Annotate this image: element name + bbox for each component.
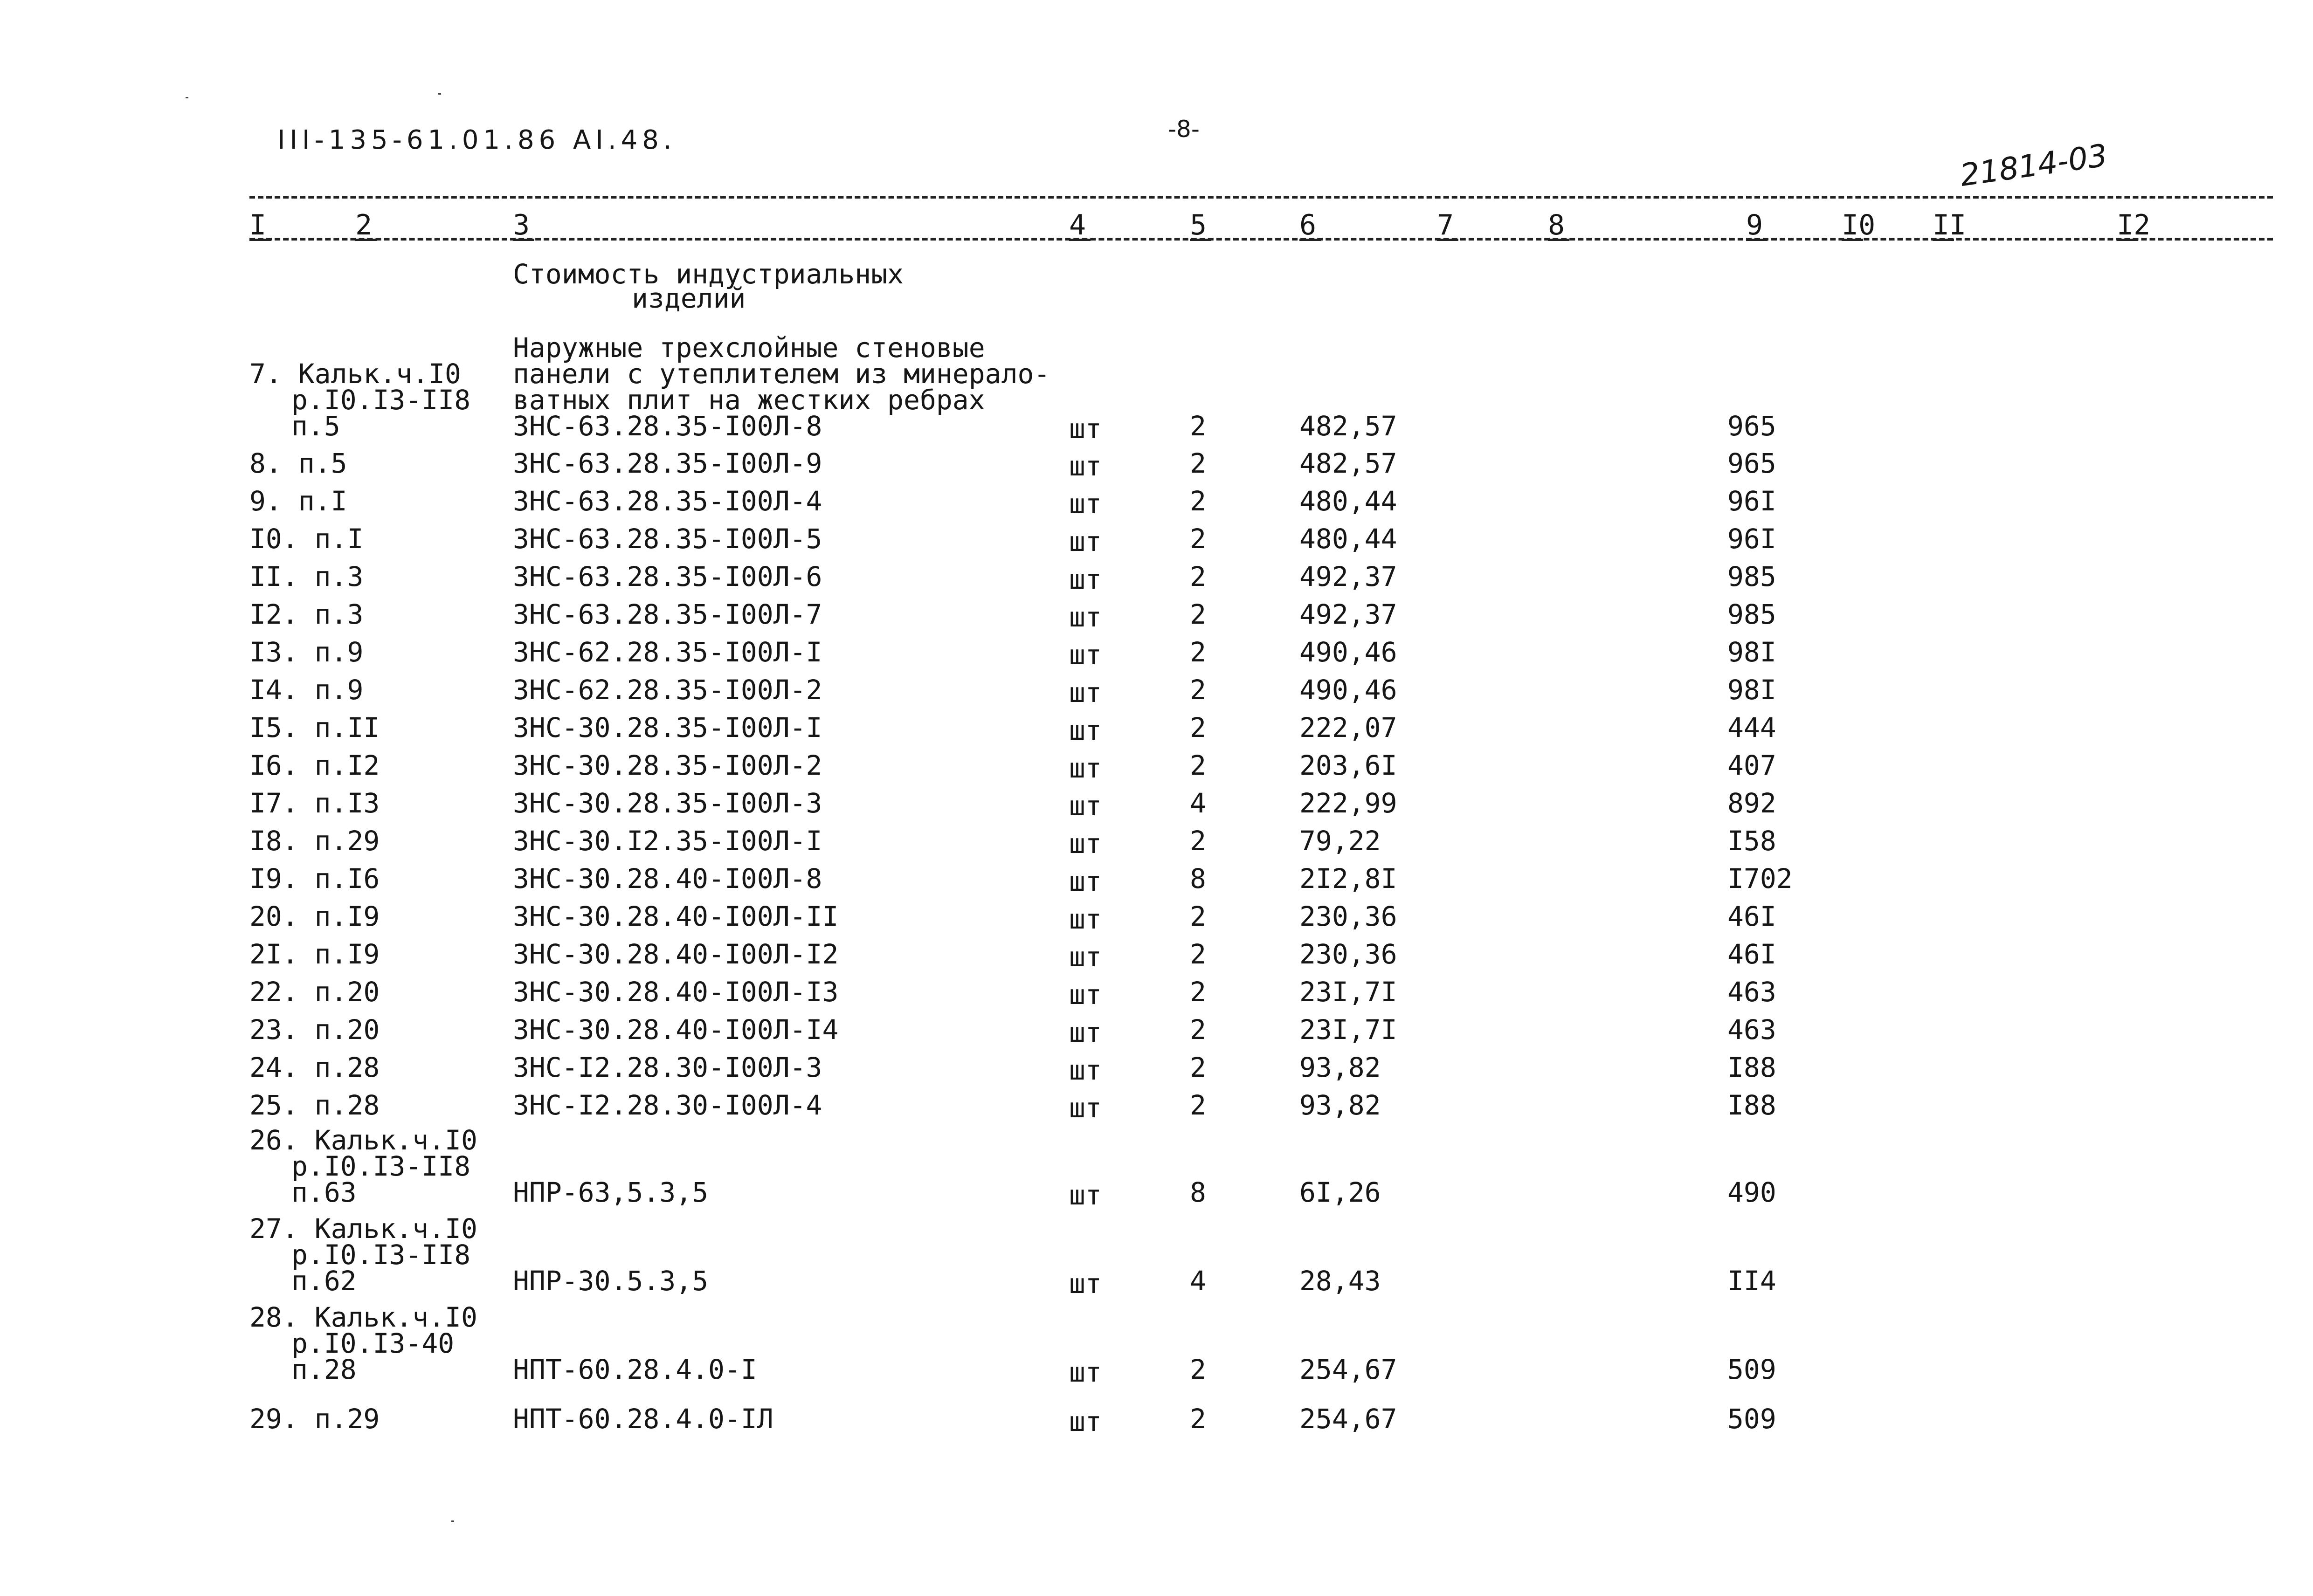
row-quantity: 4	[1190, 787, 1206, 819]
row-unit: шт	[1069, 564, 1102, 595]
row-unit-price: 490,46	[1299, 636, 1397, 668]
row-unit-price: 480,44	[1299, 485, 1397, 517]
row-quantity: 2	[1190, 523, 1206, 555]
column-number: 4	[1069, 209, 1086, 241]
row-item-name: Наружные трехслойные стеновые	[513, 332, 985, 364]
column-number-underline	[2117, 239, 2138, 241]
row-unit-price: 93,82	[1299, 1089, 1381, 1121]
row-total: 490	[1727, 1176, 1776, 1208]
row-quantity: 2	[1190, 485, 1206, 517]
row-position: п.5	[291, 410, 340, 442]
row-position: I4. п.9	[249, 674, 364, 706]
row-total: II4	[1727, 1265, 1776, 1297]
row-unit-price: 2I2,8I	[1299, 863, 1397, 894]
row-unit-price: 482,57	[1299, 447, 1397, 479]
row-position: I8. п.29	[249, 825, 380, 857]
row-quantity: 2	[1190, 561, 1206, 592]
column-number-underline	[1437, 239, 1458, 241]
row-position: 25. п.28	[249, 1089, 380, 1121]
row-position: I7. п.I3	[249, 787, 380, 819]
row-position: п.62	[291, 1265, 357, 1297]
column-number-underline	[1299, 239, 1321, 241]
row-total: 509	[1727, 1403, 1776, 1435]
row-position: р.I0.I3-II8	[291, 1150, 471, 1182]
row-unit: шт	[1069, 1356, 1102, 1388]
row-item-name: ЗНС-30.I2.35-I00Л-I	[513, 825, 822, 857]
row-total: 985	[1727, 561, 1776, 592]
row-unit-price: 230,36	[1299, 938, 1397, 970]
row-total: 965	[1727, 447, 1776, 479]
column-number: 6	[1299, 209, 1317, 241]
column-number: 8	[1548, 209, 1565, 241]
row-unit: шт	[1069, 828, 1102, 860]
column-number-underline	[1933, 239, 1954, 241]
document-code: III-135-61.01.86 AI.48.	[277, 125, 677, 155]
row-item-name: ЗНС-30.28.40-I00Л-II	[513, 901, 839, 932]
row-unit-price: 93,82	[1299, 1052, 1381, 1083]
row-quantity: 2	[1190, 825, 1206, 857]
column-number-underline	[249, 239, 271, 241]
row-position: I3. п.9	[249, 636, 364, 668]
row-position: I5. п.II	[249, 712, 380, 743]
row-unit-price: 79,22	[1299, 825, 1381, 857]
row-position: р.I0.I3-40	[291, 1328, 455, 1359]
column-number: I	[249, 209, 267, 241]
row-item-name: НПТ-60.28.4.0-I	[513, 1354, 757, 1385]
row-total: I88	[1727, 1052, 1776, 1083]
row-unit: шт	[1069, 941, 1102, 973]
row-unit-price: 23I,7I	[1299, 976, 1397, 1008]
row-quantity: 2	[1190, 410, 1206, 442]
scan-speck	[451, 1520, 454, 1522]
row-item-name: панели с утеплителем из минерало-	[513, 358, 1050, 390]
row-total: 46I	[1727, 901, 1776, 932]
row-unit: шт	[1069, 1268, 1102, 1300]
row-item-name: ЗНС-30.28.35-I00Л-3	[513, 787, 822, 819]
row-item-name: ЗНС-62.28.35-I00Л-I	[513, 636, 822, 668]
row-quantity: 2	[1190, 1014, 1206, 1046]
row-unit: шт	[1069, 526, 1102, 557]
row-unit: шт	[1069, 450, 1102, 482]
row-total: 98I	[1727, 674, 1776, 706]
row-unit-price: 230,36	[1299, 901, 1397, 932]
row-item-name: ЗНС-30.28.40-I00Л-8	[513, 863, 822, 894]
row-quantity: 2	[1190, 901, 1206, 932]
row-item-name: ЗНС-30.28.40-I00Л-I2	[513, 938, 839, 970]
row-quantity: 2	[1190, 712, 1206, 743]
row-total: 46I	[1727, 938, 1776, 970]
row-position: 9. п.I	[249, 485, 347, 517]
row-unit: шт	[1069, 1092, 1102, 1124]
row-total: I58	[1727, 825, 1776, 857]
row-position: р.I0.I3-II8	[291, 384, 471, 416]
row-item-name: ЗНС-I2.28.30-I00Л-3	[513, 1052, 822, 1083]
row-item-name: НПР-63,5.3,5	[513, 1176, 709, 1208]
row-unit: шт	[1069, 903, 1102, 935]
row-position: 26. Кальк.ч.I0	[249, 1124, 477, 1156]
row-item-name: НПР-30.5.3,5	[513, 1265, 709, 1297]
row-item-name: ЗНС-30.28.40-I00Л-I4	[513, 1014, 839, 1046]
column-number-underline	[513, 239, 534, 241]
row-total: I88	[1727, 1089, 1776, 1121]
row-unit-price: 492,37	[1299, 561, 1397, 592]
row-item-name: ЗНС-30.28.35-I00Л-I	[513, 712, 822, 743]
row-unit: шт	[1069, 1017, 1102, 1048]
row-position: п.28	[291, 1354, 357, 1385]
row-position: I0. п.I	[249, 523, 364, 555]
row-position: 27. Кальк.ч.I0	[249, 1213, 477, 1245]
column-number: 5	[1190, 209, 1207, 241]
row-position: 20. п.I9	[249, 901, 380, 932]
row-total: 965	[1727, 410, 1776, 442]
row-unit: шт	[1069, 488, 1102, 520]
row-unit-price: 28,43	[1299, 1265, 1381, 1297]
row-unit: шт	[1069, 979, 1102, 1011]
row-item-name: ватных плит на жестких ребрах	[513, 384, 985, 416]
inventory-stamp: 21814-03	[1958, 137, 2110, 193]
row-unit-price: 6I,26	[1299, 1176, 1381, 1208]
row-position: II. п.3	[249, 561, 364, 592]
row-position: I6. п.I2	[249, 750, 380, 781]
row-unit: шт	[1069, 601, 1102, 633]
row-quantity: 2	[1190, 938, 1206, 970]
row-unit: шт	[1069, 790, 1102, 822]
row-item-name: ЗНС-30.28.35-I00Л-2	[513, 750, 822, 781]
row-unit-price: 23I,7I	[1299, 1014, 1397, 1046]
row-item-name: НПТ-60.28.4.0-IЛ	[513, 1403, 773, 1435]
row-position: 8. п.5	[249, 447, 347, 479]
column-number-underline	[1069, 239, 1091, 241]
row-unit: шт	[1069, 715, 1102, 746]
scan-speck	[186, 97, 188, 98]
row-total: 98I	[1727, 636, 1776, 668]
row-item-name: ЗНС-62.28.35-I00Л-2	[513, 674, 822, 706]
row-position: 2I. п.I9	[249, 938, 380, 970]
row-position: 22. п.20	[249, 976, 380, 1008]
row-quantity: 4	[1190, 1265, 1206, 1297]
row-item-name: ЗНС-I2.28.30-I00Л-4	[513, 1089, 822, 1121]
row-unit: шт	[1069, 639, 1102, 671]
row-unit-price: 222,07	[1299, 712, 1397, 743]
row-unit: шт	[1069, 413, 1102, 445]
row-total: 96I	[1727, 485, 1776, 517]
row-quantity: 2	[1190, 1052, 1206, 1083]
page-number: -8-	[1168, 116, 1200, 143]
row-total: 892	[1727, 787, 1776, 819]
row-unit-price: 490,46	[1299, 674, 1397, 706]
row-unit-price: 482,57	[1299, 410, 1397, 442]
row-quantity: 2	[1190, 598, 1206, 630]
row-total: 407	[1727, 750, 1776, 781]
row-quantity: 2	[1190, 976, 1206, 1008]
row-unit-price: 254,67	[1299, 1403, 1397, 1435]
row-total: 463	[1727, 1014, 1776, 1046]
row-quantity: 2	[1190, 636, 1206, 668]
column-number-underline	[1842, 239, 1863, 241]
column-number-underline	[1548, 239, 1569, 241]
column-number: 9	[1746, 209, 1763, 241]
row-position: 23. п.20	[249, 1014, 380, 1046]
row-unit: шт	[1069, 677, 1102, 709]
row-unit: шт	[1069, 752, 1102, 784]
header-rule-top	[249, 196, 2273, 199]
row-quantity: 8	[1190, 1176, 1206, 1208]
row-quantity: 2	[1190, 674, 1206, 706]
column-number-underline	[1746, 239, 1768, 241]
row-quantity: 2	[1190, 1089, 1206, 1121]
row-unit: шт	[1069, 1054, 1102, 1086]
row-unit: шт	[1069, 866, 1102, 897]
row-unit-price: 254,67	[1299, 1354, 1397, 1385]
row-total: 96I	[1727, 523, 1776, 555]
row-quantity: 2	[1190, 1403, 1206, 1435]
row-quantity: 2	[1190, 750, 1206, 781]
row-total: 463	[1727, 976, 1776, 1008]
row-unit: шт	[1069, 1406, 1102, 1438]
row-total: I702	[1727, 863, 1793, 894]
column-number-underline	[355, 239, 377, 241]
row-position: I2. п.3	[249, 598, 364, 630]
column-number: 3	[513, 209, 530, 241]
row-item-name: ЗНС-63.28.35-I00Л-4	[513, 485, 822, 517]
row-unit-price: 203,6I	[1299, 750, 1397, 781]
row-item-name: ЗНС-63.28.35-I00Л-9	[513, 447, 822, 479]
row-position: 28. Кальк.ч.I0	[249, 1301, 477, 1333]
column-number-underline	[1190, 239, 1211, 241]
row-total: 444	[1727, 712, 1776, 743]
row-quantity: 2	[1190, 1354, 1206, 1385]
row-position: п.63	[291, 1176, 357, 1208]
row-position: 24. п.28	[249, 1052, 380, 1083]
row-item-name: ЗНС-63.28.35-I00Л-6	[513, 561, 822, 592]
header-rule-bottom	[249, 238, 2273, 241]
scan-speck	[438, 93, 441, 95]
row-position: р.I0.I3-II8	[291, 1239, 471, 1271]
section-title-line: Стоимость индустриальных	[513, 258, 904, 290]
row-unit: шт	[1069, 1179, 1102, 1211]
column-number: 7	[1437, 209, 1454, 241]
section-title-line: изделий	[632, 282, 746, 314]
row-item-name: ЗНС-63.28.35-I00Л-5	[513, 523, 822, 555]
row-position: I9. п.I6	[249, 863, 380, 894]
row-unit-price: 222,99	[1299, 787, 1397, 819]
row-quantity: 8	[1190, 863, 1206, 894]
row-total: 985	[1727, 598, 1776, 630]
column-number: II	[1933, 209, 1967, 241]
row-item-name: ЗНС-63.28.35-I00Л-7	[513, 598, 822, 630]
row-unit-price: 492,37	[1299, 598, 1397, 630]
row-position: 29. п.29	[249, 1403, 380, 1435]
row-item-name: ЗНС-30.28.40-I00Л-I3	[513, 976, 839, 1008]
row-total: 509	[1727, 1354, 1776, 1385]
column-number: I0	[1842, 209, 1876, 241]
column-number: I2	[2117, 209, 2151, 241]
column-number: 2	[355, 209, 373, 241]
row-item-name: ЗНС-63.28.35-I00Л-8	[513, 410, 822, 442]
row-quantity: 2	[1190, 447, 1206, 479]
row-position: 7. Кальк.ч.I0	[249, 358, 461, 390]
row-unit-price: 480,44	[1299, 523, 1397, 555]
